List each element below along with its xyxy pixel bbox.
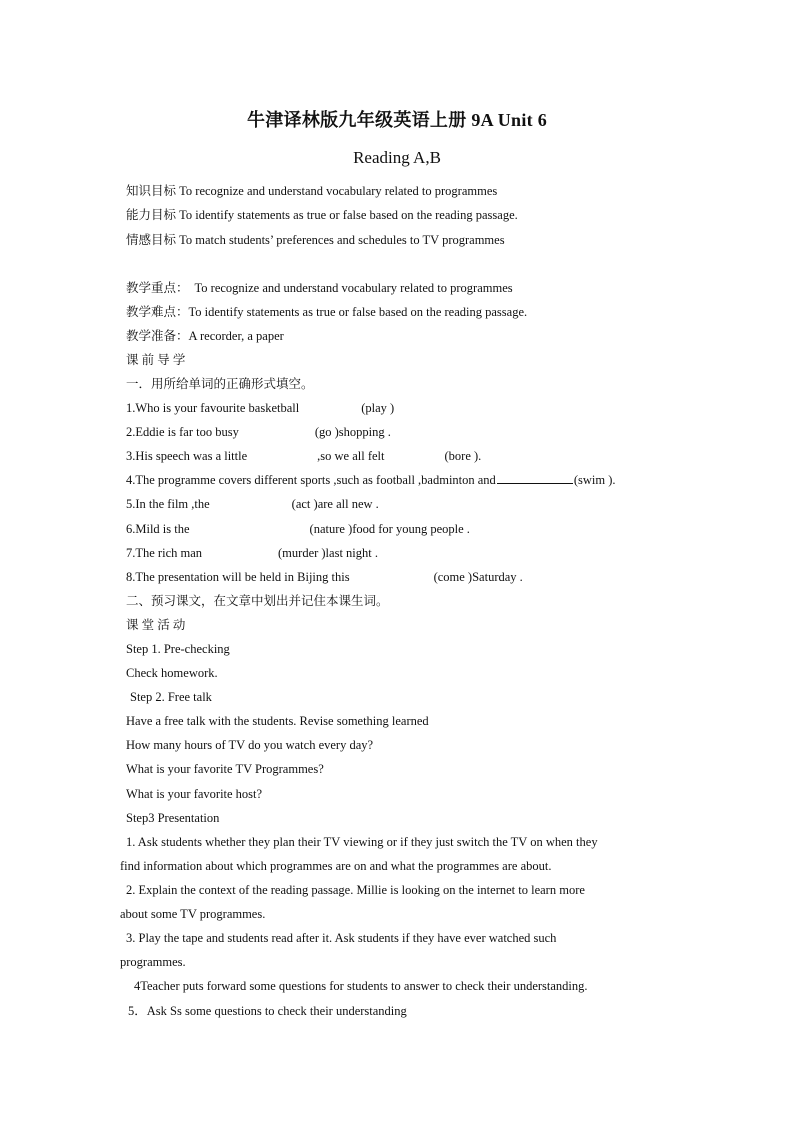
- step2-line: How many hours of TV do you watch every day?: [126, 738, 374, 752]
- step3-line: 3. Play the tape and students read after it. Ask students if they have ever watched such: [126, 931, 557, 945]
- objective-knowledge: 知识目标 To recognize and understand vocabulary related to programmes: [126, 184, 498, 198]
- step3-line: programmes.: [120, 955, 186, 969]
- teaching-focus: 教学重点： To recognize and understand vocabulary related to programmes: [126, 281, 513, 295]
- exercise-1: 1.Who is your favourite basketball (play ): [126, 401, 395, 415]
- step3-title: Step3 Presentation: [126, 811, 220, 825]
- step3-line: 4Teacher puts forward some questions for students to answer to check their understanding.: [134, 979, 588, 993]
- step2-line: What is your favorite host?: [126, 787, 263, 801]
- page-title: 牛津译林版九年级英语上册 9A Unit 6: [246, 110, 548, 130]
- step2-line: What is your favorite TV Programmes?: [126, 762, 324, 776]
- exercise-7: 7.The rich man (murder )last night .: [126, 546, 378, 560]
- class-heading: 课 堂 活 动: [126, 618, 186, 632]
- answer-blank: [497, 472, 573, 484]
- step3-line: 1. Ask students whether they plan their TV viewing or if they just switch the TV on when they: [126, 835, 598, 849]
- part2-heading: 二、预习课文，在文章中划出并记住本课生词。: [126, 594, 389, 608]
- step3-line: 2. Explain the context of the reading passage. Millie is looking on the internet to learn more: [126, 883, 585, 897]
- page-subtitle: Reading A,B: [353, 148, 441, 167]
- exercise-6: 6.Mild is the (nature )food for young people .: [126, 522, 470, 536]
- step2-title: Step 2. Free talk: [130, 690, 212, 704]
- exercise-5: 5.In the film ,the (act )are all new .: [126, 497, 379, 511]
- objective-emotion: 情感目标 To match students’ preferences and schedules to TV programmes: [126, 233, 505, 247]
- preview-heading: 课 前 导 学: [126, 353, 186, 367]
- exercise-2: 2.Eddie is far too busy (go )shopping .: [126, 425, 391, 439]
- teaching-preparation: 教学准备：A recorder, a paper: [126, 329, 284, 343]
- exercise-4: 4.The programme covers different sports ,such as football ,badminton and (swim ).: [126, 473, 616, 487]
- step2-line: Have a free talk with the students. Revise something learned: [126, 714, 429, 728]
- exercise-8: 8.The presentation will be held in Bijing this (come )Saturday .: [126, 570, 523, 584]
- step1-title: Step 1. Pre-checking: [126, 642, 230, 656]
- step1-text: Check homework.: [126, 666, 218, 680]
- step3-line: 5．Ask Ss some questions to check their understanding: [128, 1004, 407, 1018]
- objective-ability: 能力目标 To identify statements as true or false based on the reading passage.: [126, 208, 518, 222]
- part1-heading: 一．用所给单词的正确形式填空。: [126, 377, 314, 391]
- exercise-3: 3.His speech was a little ,so we all felt (bore ).: [126, 449, 482, 463]
- step3-line: about some TV programmes.: [120, 907, 266, 921]
- step3-line: find information about which programmes are on and what the programmes are about.: [120, 859, 552, 873]
- teaching-difficulty: 教学难点：To identify statements as true or false based on the reading passage.: [126, 305, 528, 319]
